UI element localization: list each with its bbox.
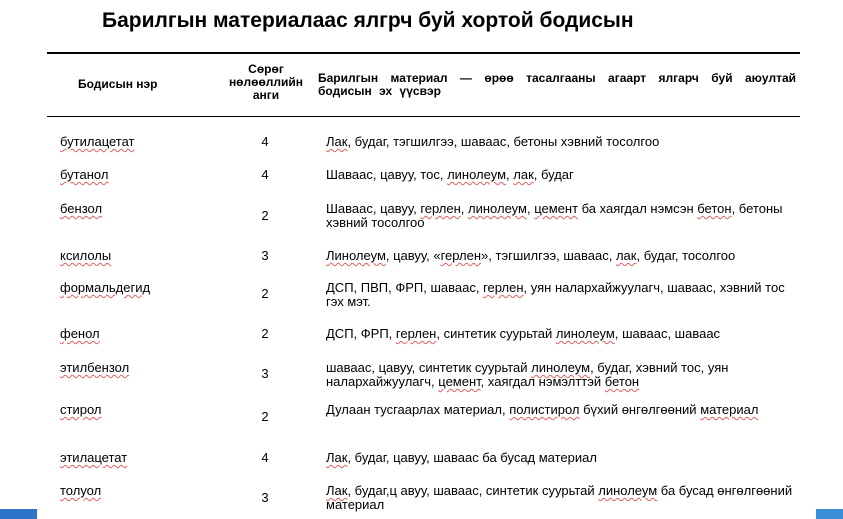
material-text: , [460, 201, 469, 216]
material-sources [326, 249, 796, 263]
material-text: шаваас, цавуу, синтетик суурьтай [326, 360, 532, 375]
material-text: герлен [483, 280, 524, 295]
material-text: лак [615, 248, 637, 263]
material-text: , хаягдал нэмэлттэй [480, 374, 605, 389]
material-sources [326, 484, 796, 512]
material-sources [326, 202, 796, 230]
material-text: , синтетик суурьтай [436, 326, 556, 341]
material-text: , будаг, цавуу, шаваас ба бусад материал [347, 450, 597, 465]
material-text: бетон [604, 374, 640, 389]
substance-name [60, 484, 210, 498]
substance-name-text: этилбензол [60, 360, 130, 375]
substance-name-text: бутанол [60, 167, 109, 182]
material-text: , будаг, тосолгоо [636, 248, 736, 263]
material-text: Лак [326, 450, 348, 465]
substance-name [60, 249, 210, 263]
material-text: Дулаан тусгаарлах материал, [326, 402, 510, 417]
table-header-rule [47, 116, 800, 117]
hazard-class: 3 [261, 366, 269, 381]
material-text: герлен [420, 201, 461, 216]
substance-name [60, 403, 210, 417]
material-sources [326, 327, 796, 341]
material-sources [326, 361, 796, 389]
header-substance-name: Бодисын нэр [78, 77, 158, 91]
material-text: , будаг [533, 167, 574, 182]
header-material-source: Барилгын материал — өрөө тасалгааны агаарт ялгарч буй аюултай бодисын эх үүсвэр [318, 71, 796, 98]
material-text: линолеум [468, 201, 527, 216]
material-text: Лак [326, 483, 348, 498]
material-text: Линолеум [326, 248, 386, 263]
material-text: линолеум [555, 326, 615, 341]
material-text: , будаг,ц авуу, шаваас, синтетик суурьтай [347, 483, 599, 498]
material-sources [326, 451, 796, 465]
hazard-class: 2 [261, 409, 269, 424]
substance-name [60, 281, 210, 295]
material-text: , бетоны хэвний тосолгоо [326, 201, 783, 230]
material-text: бүхий өнгөлгөөний [579, 402, 701, 417]
material-text: Лак [326, 134, 348, 149]
hazard-class: 4 [261, 134, 269, 149]
material-sources [326, 281, 796, 309]
substance-name-text: толуол [60, 483, 102, 498]
material-text: герлен [395, 326, 437, 341]
hazard-class: 3 [261, 248, 269, 263]
material-text: , уян налархайжуулагч, шаваас, хэвний тос гэх мэт. [326, 280, 785, 309]
material-text: линолеум [531, 360, 591, 375]
substance-name-text: бензол [60, 201, 103, 216]
substance-name [60, 451, 210, 465]
material-text: лак [513, 167, 534, 182]
material-sources [326, 135, 796, 149]
hazard-class: 2 [261, 326, 269, 341]
substance-name [60, 202, 210, 216]
slide-corner-accent-left [0, 509, 37, 519]
substance-name [60, 361, 210, 375]
material-sources [326, 403, 796, 417]
substance-name-text: бутилацетат [60, 134, 135, 149]
material-sources [326, 168, 796, 182]
slide-corner-accent-right [816, 509, 843, 519]
material-text: ДСП, ФРП, [326, 326, 396, 341]
material-text: , цавуу, « [385, 248, 441, 263]
hazard-class: 2 [261, 286, 269, 301]
substance-name-text: этилацетат [60, 450, 128, 465]
hazard-class: 4 [261, 450, 269, 465]
material-text: материал [700, 402, 759, 417]
material-text: линолеум [447, 167, 507, 182]
material-text: ба бусад өнгөлгөөний материал [326, 483, 793, 512]
material-text: ДСП, ПВП, ФРП, шаваас, [326, 280, 484, 295]
substance-name [60, 168, 210, 182]
material-text: полистирол [509, 402, 580, 417]
material-text: ба хаягдал нэмсэн [578, 201, 698, 216]
hazard-class: 3 [261, 490, 269, 505]
material-text: цемент [534, 201, 579, 216]
hazard-class: 2 [261, 208, 269, 223]
material-text: , [506, 167, 514, 182]
material-text: бетон [697, 201, 732, 216]
table-top-rule [47, 52, 800, 54]
material-text: герлен [440, 248, 482, 263]
substance-name-text: стирол [60, 402, 102, 417]
material-text: , будаг, хэвний тос, уян налархайжуулагч, [326, 360, 729, 389]
substance-name-text: ксилолы [60, 248, 112, 263]
substance-name [60, 135, 210, 149]
substance-name-text: формальдегид [60, 280, 151, 295]
material-text: цемент [438, 374, 481, 389]
material-text: , будаг, тэгшилгээ, шаваас, бетоны хэвний тосолгоо [347, 134, 660, 149]
header-hazard-class: Сөрөг нөлөөллийн анги [228, 62, 304, 102]
material-text: , шаваас, шаваас [614, 326, 721, 341]
hazard-class: 4 [261, 167, 269, 182]
material-text: », тэгшилгээ, шаваас, [481, 248, 616, 263]
substance-name [60, 327, 210, 341]
substance-name-text: фенол [60, 326, 100, 341]
material-text: , [526, 201, 535, 216]
material-text: линолеум [598, 483, 658, 498]
page-title: Барилгын материалаас ялгрч буй хортой бодисын [102, 9, 634, 32]
material-text: Шаваас, цавуу, тос, [326, 167, 448, 182]
material-text: Шаваас, цавуу, [326, 201, 421, 216]
